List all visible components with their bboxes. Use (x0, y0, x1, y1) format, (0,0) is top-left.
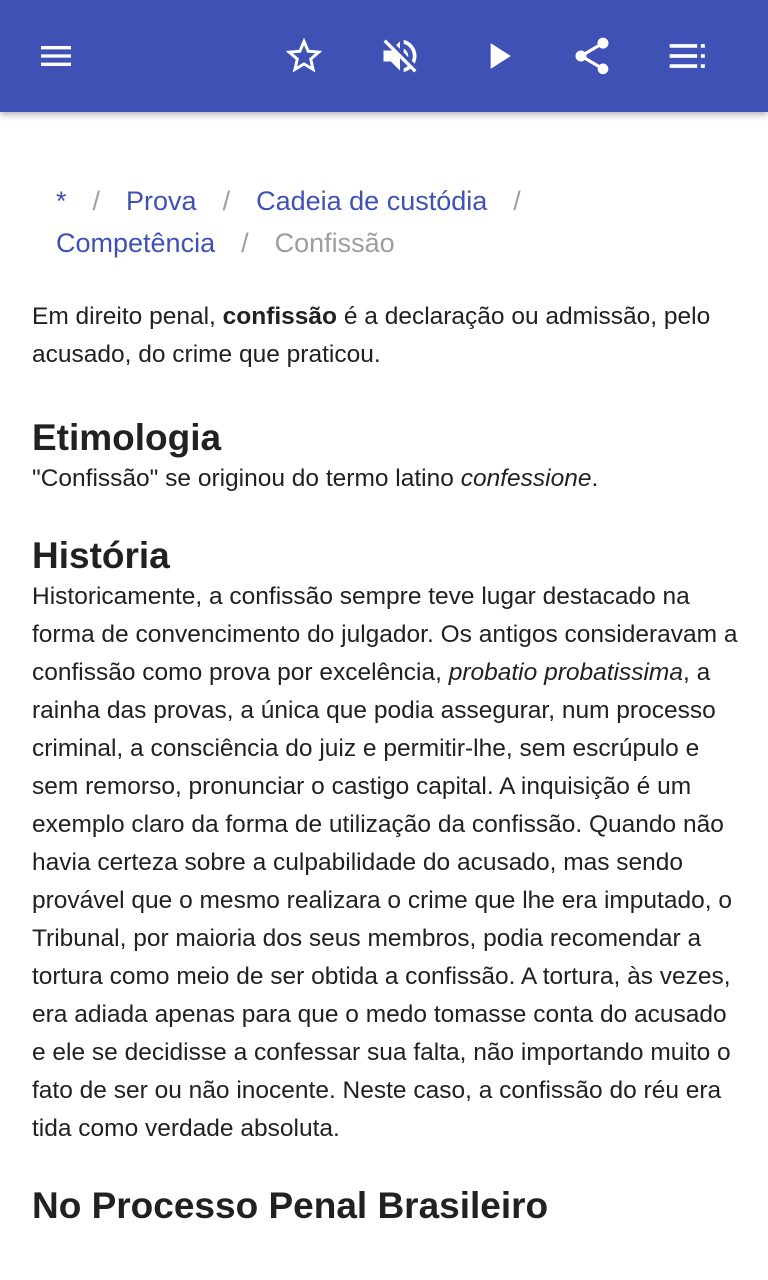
breadcrumb-separator: / (513, 186, 521, 216)
historia-text: Historicamente, a confissão sempre teve lugar destacado na forma de convencimento do julgador. Os antigos consideravam a confissão como prova por excelência, (32, 583, 738, 686)
menu-icon (36, 36, 76, 76)
breadcrumb-item-root[interactable]: * (56, 186, 67, 216)
intro-text-rest: é a declaração ou admissão, pelo acusado, do crime que praticou. (32, 303, 711, 368)
favorite-button[interactable] (276, 28, 332, 84)
historia-text-rest: , a rainha das provas, a única que podia assegurar, num processo criminal, a consciência do juiz e permitir-lhe, sem escrúpulo e sem remorso, pronunciar o castigo capital. A inquisição é um exemplo claro da forma de utilização da confissão. Quando não havia certeza sobre a culpabilidade do acusado, mas sendo provável que o mesmo realizara o crime que lhe era imputado, o Tribunal, por maioria dos seus membros, podia recomendar a tortura como meio de ser obtida a confissão. A tortura, às vezes, era adiada apenas para que o medo tomasse conta do acusado e ele se decidisse a confessar sua falta, não importando muito o fato de ser ou não inocente. Neste caso, a confissão do réu era tida como verdade absoluta. (32, 659, 732, 1142)
breadcrumb-item-cadeia-de-custodia[interactable]: Cadeia de custódia (256, 186, 488, 216)
share-icon (570, 34, 614, 78)
breadcrumb-separator: / (222, 186, 231, 216)
menu-button[interactable] (28, 28, 84, 84)
historia-italic-term: probatio probatissima (448, 659, 683, 686)
volume-off-icon (378, 34, 422, 78)
section-heading-etimologia: Etimologia (32, 417, 222, 458)
play-icon (476, 34, 520, 78)
mute-button[interactable] (372, 28, 428, 84)
play-button[interactable] (470, 28, 526, 84)
section-heading-processo-penal: No Processo Penal Brasileiro (32, 1185, 549, 1226)
breadcrumb-current: Confissão (274, 228, 395, 258)
etimologia-text-end: . (591, 465, 599, 492)
article-body (32, 298, 744, 1228)
breadcrumb (56, 180, 736, 264)
share-button[interactable] (564, 28, 620, 84)
playlist-icon (666, 34, 710, 78)
etimologia-paragraph (32, 460, 744, 498)
intro-text: Em direito penal, (32, 303, 223, 330)
etimologia-text: "Confissão" se originou do termo latino (32, 465, 461, 492)
breadcrumb-separator: / (92, 186, 101, 216)
playlist-button[interactable] (660, 28, 716, 84)
section-heading-historia: História (32, 535, 170, 576)
breadcrumb-item-competencia[interactable]: Competência (56, 228, 216, 258)
intro-paragraph (32, 298, 744, 374)
historia-paragraph (32, 578, 744, 1148)
breadcrumb-separator: / (241, 228, 249, 258)
app-bar (0, 0, 768, 112)
star-outline-icon (282, 34, 326, 78)
etimologia-italic-term: confessione (460, 465, 592, 492)
breadcrumb-item-prova[interactable]: Prova (126, 186, 197, 216)
article-view[interactable] (0, 112, 768, 1280)
intro-bold-term: confissão (222, 303, 338, 330)
